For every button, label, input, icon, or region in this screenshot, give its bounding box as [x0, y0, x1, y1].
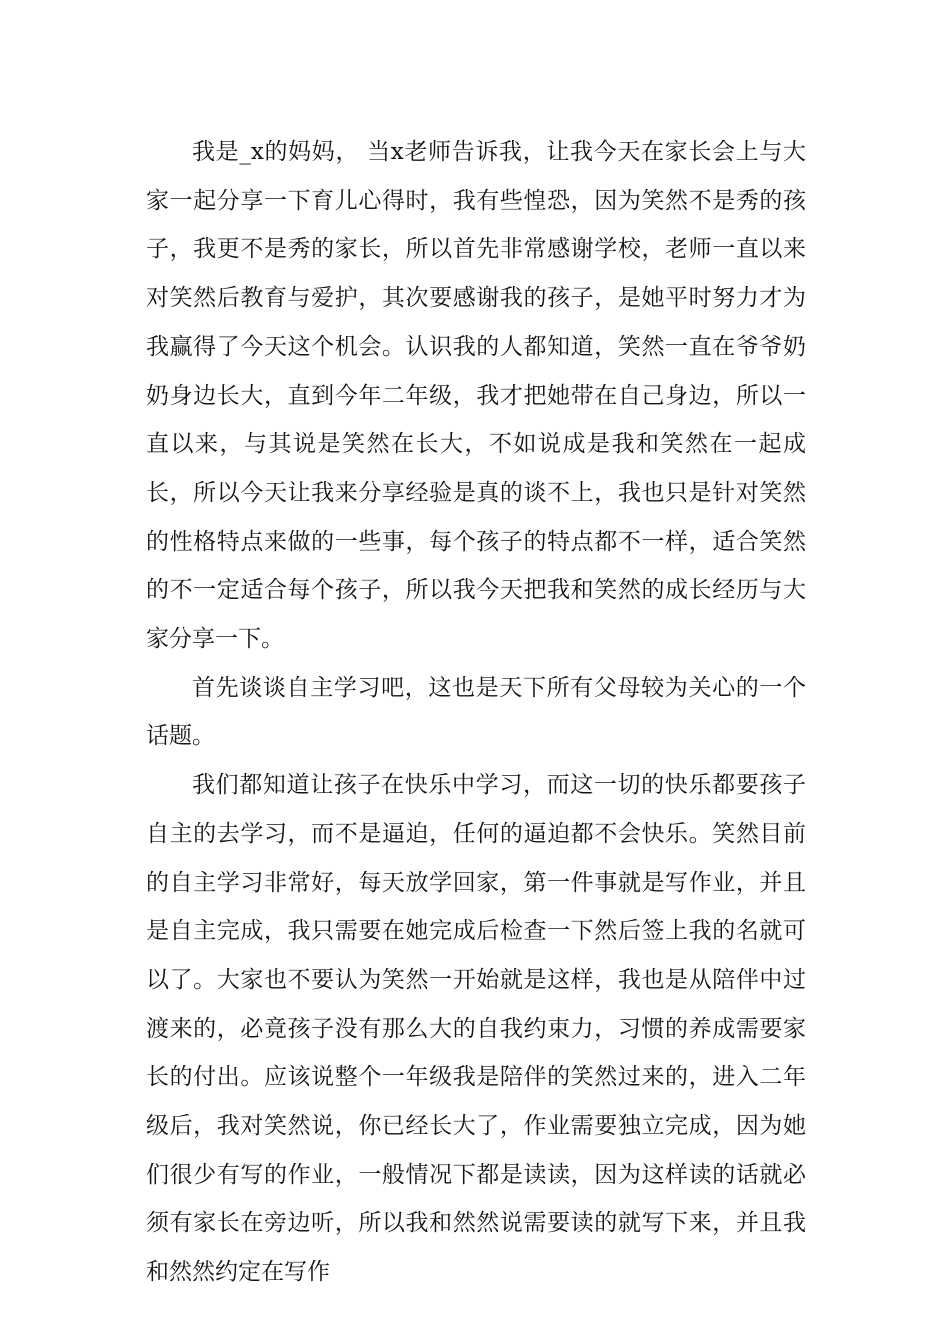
- paragraph-self-study-topic: 首先谈谈自主学习吧，这也是天下所有父母较为关心的一个话题。: [146, 674, 806, 750]
- paragraph-self-study-detail: 我们都知道让孩子在快乐中学习，而这一切的快乐都要孩子自主的去学习，而不是逼迫，任何的逼迫都不会快乐。笑然目前的自主学习非常好，每天放学回家，第一件事就是写作业，并且是自主完成，我只需要在她完成后检查一下然后签上我的名就可以了。大家也不要认为笑然一开始就是这样，我也是从陪伴中过渡来的，必竟孩子没有那么大的自我约束力，习惯的养成需要家长的付出。应该说整个一年级我是陪伴的笑然过来的，进入二年级后，我对笑然说，你已经长大了，作业需要独立完成，因为她们很少有写的作业，一般情况下都是读读，因为这样读的话就必须有家长在旁边听，所以我和然然说需要读的就写下来，并且我和然然约定在写作: [146, 772, 806, 1286]
- document-body: [146, 128, 806, 1297]
- paragraph-intro: 我是_x的妈妈， 当x老师告诉我，让我今天在家长会上与大家一起分享一下育儿心得时，我有些惶恐，因为笑然不是秀的孩子，我更不是秀的家长，所以首先非常感谢学校，老师一直以来对笑然后教育与爱护，其次要感谢我的孩子，是她平时努力才为我赢得了今天这个机会。认识我的人都知道，笑然一直在爷爷奶奶身边长大，直到今年二年级，我才把她带在自己身边，所以一直以来，与其说是笑然在长大，不如说成是我和笑然在一起成长，所以今天让我来分享经验是真的谈不上，我也只是针对笑然的性格特点来做的一些事，每个孩子的特点都不一样，适合笑然的不一定适合每个孩子，所以我今天把我和笑然的成长经历与大家分享一下。: [146, 139, 806, 653]
